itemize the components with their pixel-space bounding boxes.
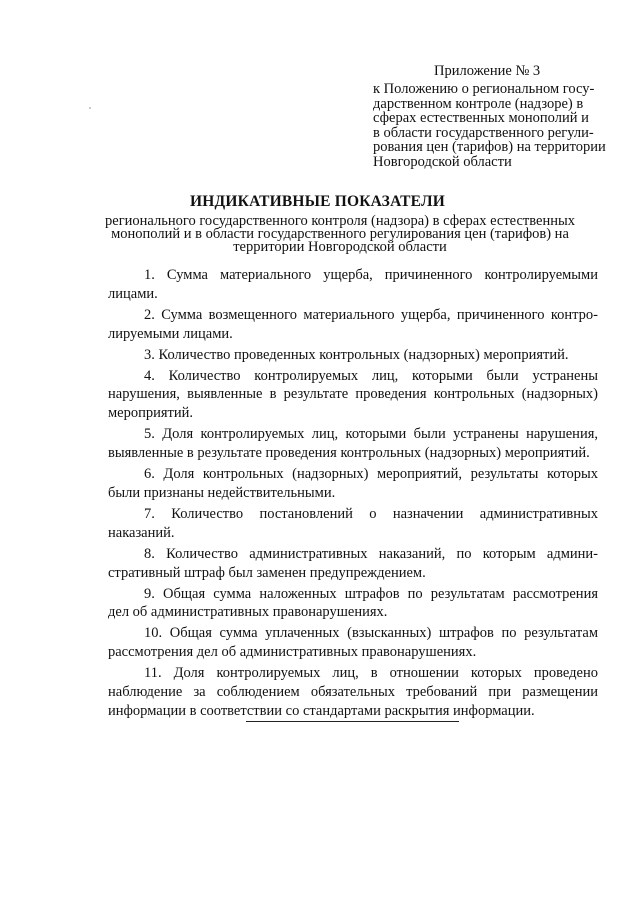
- indicator-line: 3. Количество проведенных контрольных (надзорных) мероприятий.: [144, 346, 569, 363]
- appendix-reference-line: Новгородской области: [373, 153, 512, 170]
- indicator-line: 8. Количество административных наказаний, по которым админи-: [144, 545, 598, 562]
- indicator-item: [108, 266, 598, 304]
- document-title: ИНДИКАТИВНЫЕ ПОКАЗАТЕЛИ: [190, 193, 445, 210]
- scan-speck: [89, 107, 91, 109]
- document-subtitle: [80, 215, 600, 254]
- indicator-line: информации в соответствии со стандартами раскрытия информации.: [108, 702, 535, 719]
- indicator-item: [108, 465, 598, 503]
- indicator-item: [108, 367, 598, 424]
- indicator-line: нарушения, выявленные в результате проведения контрольных (надзорных): [108, 386, 598, 403]
- indicator-line: 5. Доля контролируемых лиц, которыми были устранены нарушения,: [144, 426, 598, 443]
- indicator-item: [108, 505, 598, 543]
- indicator-item: [108, 425, 598, 463]
- indicator-line: лицами.: [108, 285, 158, 302]
- indicator-line: 10. Общая сумма уплаченных (взысканных) штрафов по результатам: [144, 625, 598, 642]
- indicator-line: лируемыми лицами.: [108, 325, 233, 342]
- indicator-item: [108, 585, 598, 623]
- appendix-reference-line: дарственном контроле (надзоре) в: [373, 95, 584, 112]
- indicator-line: рассмотрения дел об административных правонарушениях.: [108, 644, 477, 661]
- indicator-line: мероприятий.: [108, 405, 194, 422]
- appendix-reference-line: в области государственного регули-: [373, 124, 594, 141]
- indicator-line: 1. Сумма материального ущерба, причиненного контролируемыми: [144, 267, 598, 283]
- appendix-reference-line: сферах естественных монополий и: [373, 110, 589, 127]
- end-divider-line: [246, 721, 459, 722]
- indicator-item: [108, 545, 598, 583]
- subtitle-line: монополий и в области государственного регулирования цен (тарифов) на: [111, 226, 569, 242]
- subtitle-line: территории Новгородской области: [233, 239, 447, 255]
- indicator-item: [108, 306, 598, 344]
- indicator-line: 7. Количество постановлений о назначении административных: [144, 505, 598, 522]
- indicator-line: наблюдение за соблюдением обязательных требований при размещении: [108, 684, 598, 701]
- indicator-line: 4. Количество контролируемых лиц, которыми были устранены: [144, 367, 598, 384]
- indicator-item: [108, 624, 598, 662]
- indicator-item: [108, 346, 598, 365]
- indicator-list: [108, 266, 598, 723]
- appendix-reference-line: рования цен (тарифов) на территории: [373, 139, 606, 156]
- indicator-line: 9. Общая сумма наложенных штрафов по результатам рассмотрения: [144, 585, 598, 602]
- appendix-reference: [373, 81, 606, 170]
- indicator-line: наказаний.: [108, 524, 175, 541]
- indicator-line: стративный штраф был заменен предупреждением.: [108, 564, 426, 581]
- appendix-reference-line: к Положению о региональном госу-: [373, 81, 595, 97]
- appendix-title: Приложение № 3: [434, 63, 541, 79]
- indicator-line: выявленные в результате проведения контрольных (надзорных) мероприятий.: [108, 445, 590, 462]
- indicator-line: 2. Сумма возмещенного материального ущерба, причиненного контро-: [144, 306, 598, 323]
- indicator-item: [108, 664, 598, 721]
- subtitle-line: регионального государственного контроля (надзора) в сферах естественных: [105, 213, 575, 229]
- indicator-line: 6. Доля контрольных (надзорных) мероприятий, результаты которых: [144, 466, 598, 483]
- indicator-line: были признаны недействительными.: [108, 484, 336, 501]
- indicator-line: 11. Доля контролируемых лиц, в отношении которых проведено: [144, 665, 598, 682]
- indicator-line: дел об административных правонарушениях.: [108, 604, 388, 621]
